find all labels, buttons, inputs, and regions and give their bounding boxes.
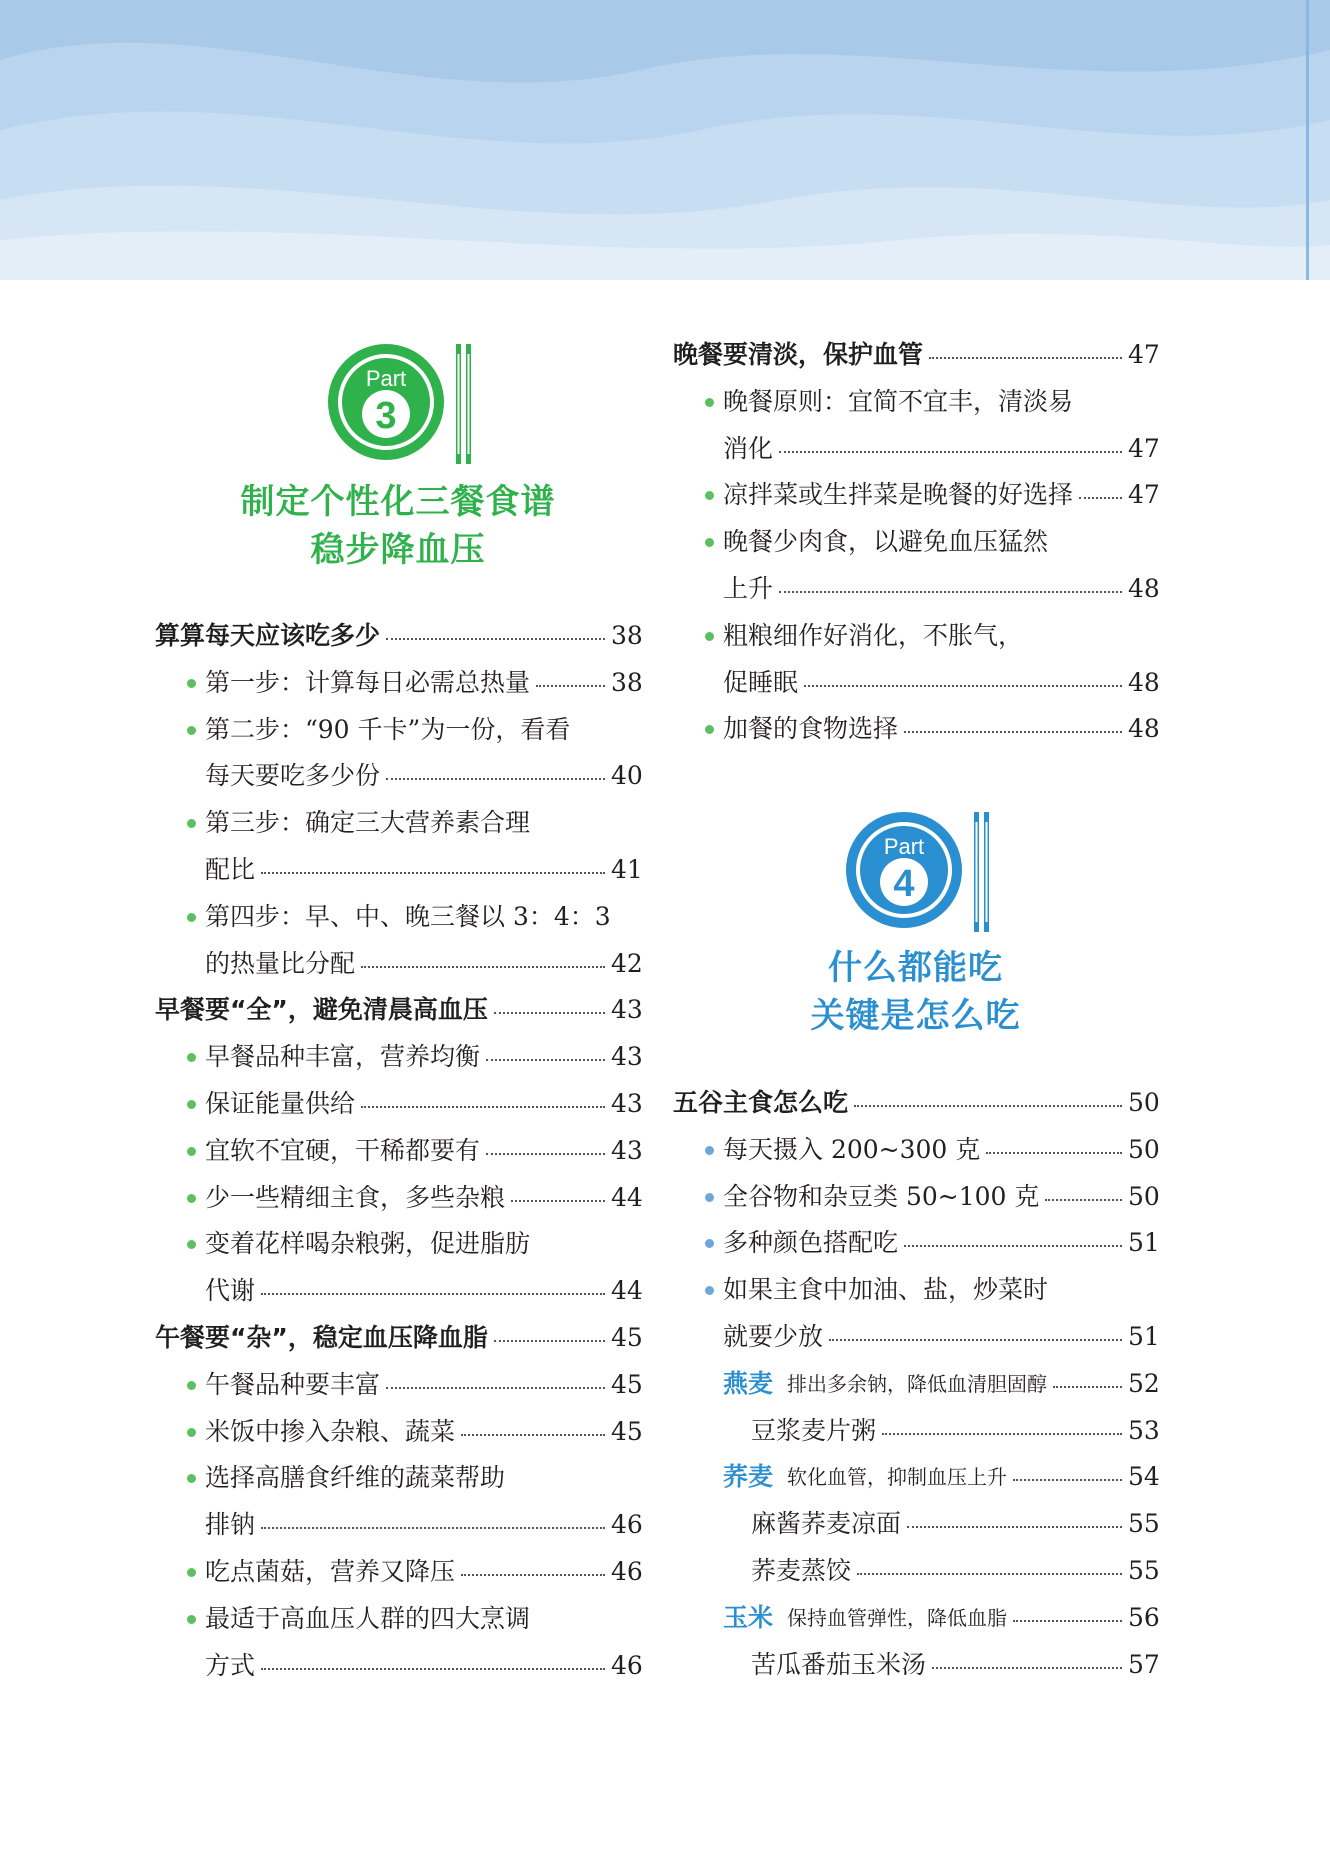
toc-entry-text: 第一步：计算每日必需总热量 xyxy=(205,667,531,697)
bullet-dot-icon xyxy=(705,632,714,641)
page-number: 46 xyxy=(611,1650,643,1680)
toc-entry-row xyxy=(723,569,1158,609)
page-number: 43 xyxy=(611,1089,643,1118)
toc-entry-row xyxy=(723,1598,1158,1638)
toc-section-row xyxy=(155,990,641,1030)
toc-entry-text: 荞麦蒸饺 xyxy=(751,1556,852,1585)
food-name: 玉米 xyxy=(723,1602,774,1632)
dot-leader xyxy=(486,1153,605,1155)
part3-number: 3 xyxy=(375,395,397,437)
toc-entry-row xyxy=(205,850,641,890)
part4-number: 4 xyxy=(893,863,915,905)
toc-entry-text: 苦瓜番茄玉米汤 xyxy=(751,1649,927,1679)
toc-entry-text: 排钠 xyxy=(205,1510,256,1540)
part3-badge xyxy=(328,344,478,470)
toc-entry-text: 保持血管弹性，降低血脂 xyxy=(787,1605,1008,1630)
page-number: 54 xyxy=(1128,1462,1160,1492)
toc-entry-row xyxy=(205,756,641,796)
bullet-dot-icon xyxy=(705,725,714,734)
page-number: 50 xyxy=(1128,1088,1160,1117)
toc-entry-row xyxy=(723,1270,1158,1310)
dot-leader xyxy=(461,1434,605,1436)
toc-entry-text: 粗粮细作好消化，不胀气， xyxy=(723,620,1024,650)
toc-entry-text: 消化 xyxy=(723,433,774,463)
toc-entry-text: 第二步：“90 千卡”为一份，看看 xyxy=(205,714,571,744)
dot-leader xyxy=(1013,1479,1122,1481)
page-number: 51 xyxy=(1128,1228,1160,1258)
toc-section-row xyxy=(155,616,641,656)
toc-entry-row xyxy=(205,1178,641,1218)
page-number: 52 xyxy=(1128,1368,1160,1398)
dot-leader xyxy=(904,1245,1122,1247)
dot-leader xyxy=(494,1012,605,1014)
toc-entry-text: 配比 xyxy=(205,855,256,884)
toc-entry-text: 每天要吃多少份 xyxy=(205,761,381,791)
dot-leader xyxy=(386,778,605,780)
bullet-dot-icon xyxy=(705,1286,714,1295)
bullet-dot-icon xyxy=(187,1474,196,1483)
toc-entry-text: 排出多余钠，降低血清胆固醇 xyxy=(787,1371,1048,1396)
toc-entry-row xyxy=(205,1412,641,1452)
page-number: 38 xyxy=(611,621,643,650)
page-number: 46 xyxy=(611,1510,643,1540)
page-number: 47 xyxy=(1128,480,1160,510)
page-number: 45 xyxy=(611,1323,643,1352)
toc-entry-text: 晚餐少肉食，以避免血压猛然 xyxy=(723,527,1049,557)
toc-entry-row xyxy=(205,803,641,843)
toc-entry-row xyxy=(751,1645,1158,1685)
toc-entry-text: 宜软不宜硬，干稀都要有 xyxy=(205,1135,481,1165)
dot-leader xyxy=(536,685,605,687)
toc-entry-row xyxy=(723,616,1158,656)
toc-section-row xyxy=(155,1318,641,1358)
part4-title xyxy=(673,944,1158,1040)
bullet-dot-icon xyxy=(187,1100,196,1109)
page-number: 48 xyxy=(1128,574,1160,603)
toc-entry-row xyxy=(751,1504,1158,1544)
toc-entry-text: 豆浆麦片粥 xyxy=(751,1415,877,1445)
toc-entry-text: 促睡眠 xyxy=(723,667,799,697)
toc-entry-text: 选择高膳食纤维的蔬菜帮助 xyxy=(205,1463,506,1493)
dot-leader xyxy=(882,1433,1122,1435)
toc-entry-text: 如果主食中加油、盐，炒菜时 xyxy=(723,1275,1049,1305)
part3-label: Part xyxy=(365,366,407,391)
toc-entry-row xyxy=(205,1365,641,1405)
bullet-dot-icon xyxy=(187,1568,196,1577)
dot-leader xyxy=(261,1527,605,1529)
toc-entry-text: 早餐要“全”，避免清晨高血压 xyxy=(155,995,488,1025)
bullet-dot-icon xyxy=(705,398,714,407)
part3-title-line2: 稳步降血压 xyxy=(310,530,486,570)
header-wave-banner xyxy=(0,0,1330,280)
page-number: 51 xyxy=(1128,1322,1160,1351)
toc-entry-row xyxy=(205,1505,641,1545)
dot-leader xyxy=(857,1573,1122,1575)
page-number: 46 xyxy=(611,1557,643,1586)
toc-entry-row xyxy=(205,1037,641,1077)
toc-entry-text: 五谷主食怎么吃 xyxy=(673,1088,849,1117)
page-number: 57 xyxy=(1128,1649,1160,1679)
dot-leader xyxy=(494,1340,605,1342)
dot-leader xyxy=(932,1667,1122,1669)
bullet-dot-icon xyxy=(187,1240,196,1249)
toc-entry-row xyxy=(723,1457,1158,1497)
part3-title-line1: 制定个性化三餐食谱 xyxy=(240,482,556,522)
food-name: 荞麦 xyxy=(723,1462,774,1492)
food-name: 燕麦 xyxy=(723,1368,774,1398)
toc-entry-text: 午餐品种要丰富 xyxy=(205,1369,381,1399)
toc-entry-text: 加餐的食物选择 xyxy=(723,714,899,744)
dot-leader xyxy=(361,1106,605,1108)
toc-entry-text: 保证能量供给 xyxy=(205,1089,356,1118)
page-number: 40 xyxy=(611,761,643,791)
dot-leader xyxy=(261,872,605,874)
dot-leader xyxy=(361,966,605,968)
toc-entry-text: 凉拌菜或生拌菜是晚餐的好选择 xyxy=(723,480,1074,510)
toc-entry-row xyxy=(205,1224,641,1264)
toc-entry-row xyxy=(723,522,1158,562)
dot-leader xyxy=(904,731,1122,733)
toc-entry-row xyxy=(205,710,641,750)
toc-entry-row xyxy=(205,1131,641,1171)
dot-leader xyxy=(779,591,1122,593)
toc-entry-text: 晚餐要清淡，保护血管 xyxy=(673,340,924,369)
dot-leader xyxy=(1053,1386,1122,1388)
toc-entry-text: 上升 xyxy=(723,574,774,603)
part4-title-line2: 关键是怎么吃 xyxy=(810,996,1021,1036)
bullet-dot-icon xyxy=(187,1194,196,1203)
toc-entry-text: 全谷物和杂豆类 50~100 克 xyxy=(723,1181,1040,1211)
toc-entry-text: 米饭中掺入杂粮、蔬菜 xyxy=(205,1416,456,1446)
bullet-dot-icon xyxy=(187,913,196,922)
page-number: 56 xyxy=(1128,1602,1160,1632)
toc-entry-text: 软化血管，抑制血压上升 xyxy=(787,1465,1008,1490)
page-number: 43 xyxy=(611,995,643,1025)
bullet-dot-icon xyxy=(187,726,196,735)
dot-leader xyxy=(986,1152,1122,1154)
page-number: 43 xyxy=(611,1135,643,1165)
bullet-dot-icon xyxy=(705,1146,714,1155)
toc-entry-text: 就要少放 xyxy=(723,1322,824,1351)
bullet-dot-icon xyxy=(187,1381,196,1390)
toc-entry-row xyxy=(751,1411,1158,1451)
dot-leader xyxy=(261,1293,605,1295)
toc-entry-row xyxy=(205,1552,641,1592)
page-number: 41 xyxy=(611,855,643,884)
toc-entry-text: 第三步：确定三大营养素合理 xyxy=(205,808,531,838)
toc-entry-text: 算算每天应该吃多少 xyxy=(155,621,381,650)
dot-leader xyxy=(779,451,1122,453)
toc-entry-text: 变着花样喝杂粮粥，促进脂肪 xyxy=(205,1229,531,1259)
toc-entry-row xyxy=(723,1177,1158,1217)
bullet-dot-icon xyxy=(187,1615,196,1624)
dot-leader xyxy=(386,638,605,640)
toc-entry-row xyxy=(723,429,1158,469)
toc-entry-row xyxy=(723,1223,1158,1263)
toc-entry-text: 早餐品种丰富，营养均衡 xyxy=(205,1042,481,1072)
page-number: 42 xyxy=(611,948,643,978)
toc-entry-text: 午餐要“杂”，稳定血压降血脂 xyxy=(155,1323,488,1352)
toc-entry-row xyxy=(723,382,1158,422)
toc-entry-row xyxy=(723,663,1158,703)
toc-entry-row xyxy=(723,709,1158,749)
toc-entry-text: 代谢 xyxy=(205,1276,256,1306)
toc-entry-row xyxy=(723,1130,1158,1170)
bullet-dot-icon xyxy=(187,1147,196,1156)
page-number: 50 xyxy=(1128,1181,1160,1211)
dot-leader xyxy=(1013,1620,1122,1622)
page-number: 53 xyxy=(1128,1415,1160,1445)
dot-leader xyxy=(486,1059,605,1061)
toc-section-row xyxy=(673,335,1158,375)
dot-leader xyxy=(907,1526,1122,1528)
bullet-dot-icon xyxy=(705,538,714,547)
toc-entry-row xyxy=(205,663,641,703)
dot-leader xyxy=(461,1574,605,1576)
page-number: 44 xyxy=(611,1182,643,1212)
dot-leader xyxy=(804,685,1122,687)
toc-entry-row xyxy=(205,1646,641,1686)
toc-entry-row xyxy=(205,897,641,937)
dot-leader xyxy=(511,1200,605,1202)
dot-leader xyxy=(386,1387,605,1389)
page-number: 50 xyxy=(1128,1134,1160,1164)
page-number: 44 xyxy=(611,1276,643,1306)
part4-badge xyxy=(846,812,996,938)
toc-entry-text: 麻酱荞麦凉面 xyxy=(751,1509,902,1539)
toc-entry-row xyxy=(205,944,641,984)
page-number: 45 xyxy=(611,1416,643,1446)
toc-entry-text: 晚餐原则：宜简不宜丰，清淡易 xyxy=(723,386,1074,416)
toc-entry-text: 每天摄入 200~300 克 xyxy=(723,1134,981,1164)
part4-label: Part xyxy=(883,834,925,859)
dot-leader xyxy=(261,1668,605,1670)
page-number: 55 xyxy=(1128,1509,1160,1539)
toc-entry-row xyxy=(205,1084,641,1124)
page-number: 47 xyxy=(1128,433,1160,463)
page-number: 38 xyxy=(611,667,643,697)
part3-title xyxy=(155,478,641,574)
toc-entry-row xyxy=(723,1364,1158,1404)
toc-entry-text: 最适于高血压人群的四大烹调 xyxy=(205,1603,531,1633)
bullet-dot-icon xyxy=(705,1193,714,1202)
bullet-dot-icon xyxy=(187,819,196,828)
toc-entry-text: 多种颜色搭配吃 xyxy=(723,1228,899,1258)
page-number: 48 xyxy=(1128,714,1160,744)
dot-leader xyxy=(1045,1199,1122,1201)
toc-entry-row xyxy=(205,1271,641,1311)
dot-leader xyxy=(929,357,1122,359)
page-number: 45 xyxy=(611,1369,643,1399)
toc-entry-text: 的热量比分配 xyxy=(205,948,356,978)
bullet-dot-icon xyxy=(705,1239,714,1248)
toc-entry-text: 方式 xyxy=(205,1650,256,1680)
toc-entry-text: 少一些精细主食，多些杂粮 xyxy=(205,1182,506,1212)
bullet-dot-icon xyxy=(705,491,714,500)
toc-entry-row xyxy=(723,1317,1158,1357)
dot-leader xyxy=(1079,497,1122,499)
bullet-dot-icon xyxy=(187,1053,196,1062)
page-number: 48 xyxy=(1128,667,1160,697)
toc-entry-row xyxy=(205,1458,641,1498)
toc-entry-text: 第四步：早、中、晚三餐以 3：4：3 xyxy=(205,901,611,931)
page-number: 43 xyxy=(611,1042,643,1072)
toc-entry-row xyxy=(751,1551,1158,1591)
page-number: 55 xyxy=(1128,1556,1160,1585)
bullet-dot-icon xyxy=(187,679,196,688)
part4-title-line1: 什么都能吃 xyxy=(828,948,1003,988)
toc-entry-row xyxy=(723,475,1158,515)
toc-section-row xyxy=(673,1083,1158,1123)
page-number: 47 xyxy=(1128,340,1160,369)
bullet-dot-icon xyxy=(187,1428,196,1437)
toc-entry-text: 吃点菌菇，营养又降压 xyxy=(205,1557,456,1586)
dot-leader xyxy=(829,1339,1122,1341)
toc-entry-row xyxy=(205,1599,641,1639)
dot-leader xyxy=(854,1105,1122,1107)
